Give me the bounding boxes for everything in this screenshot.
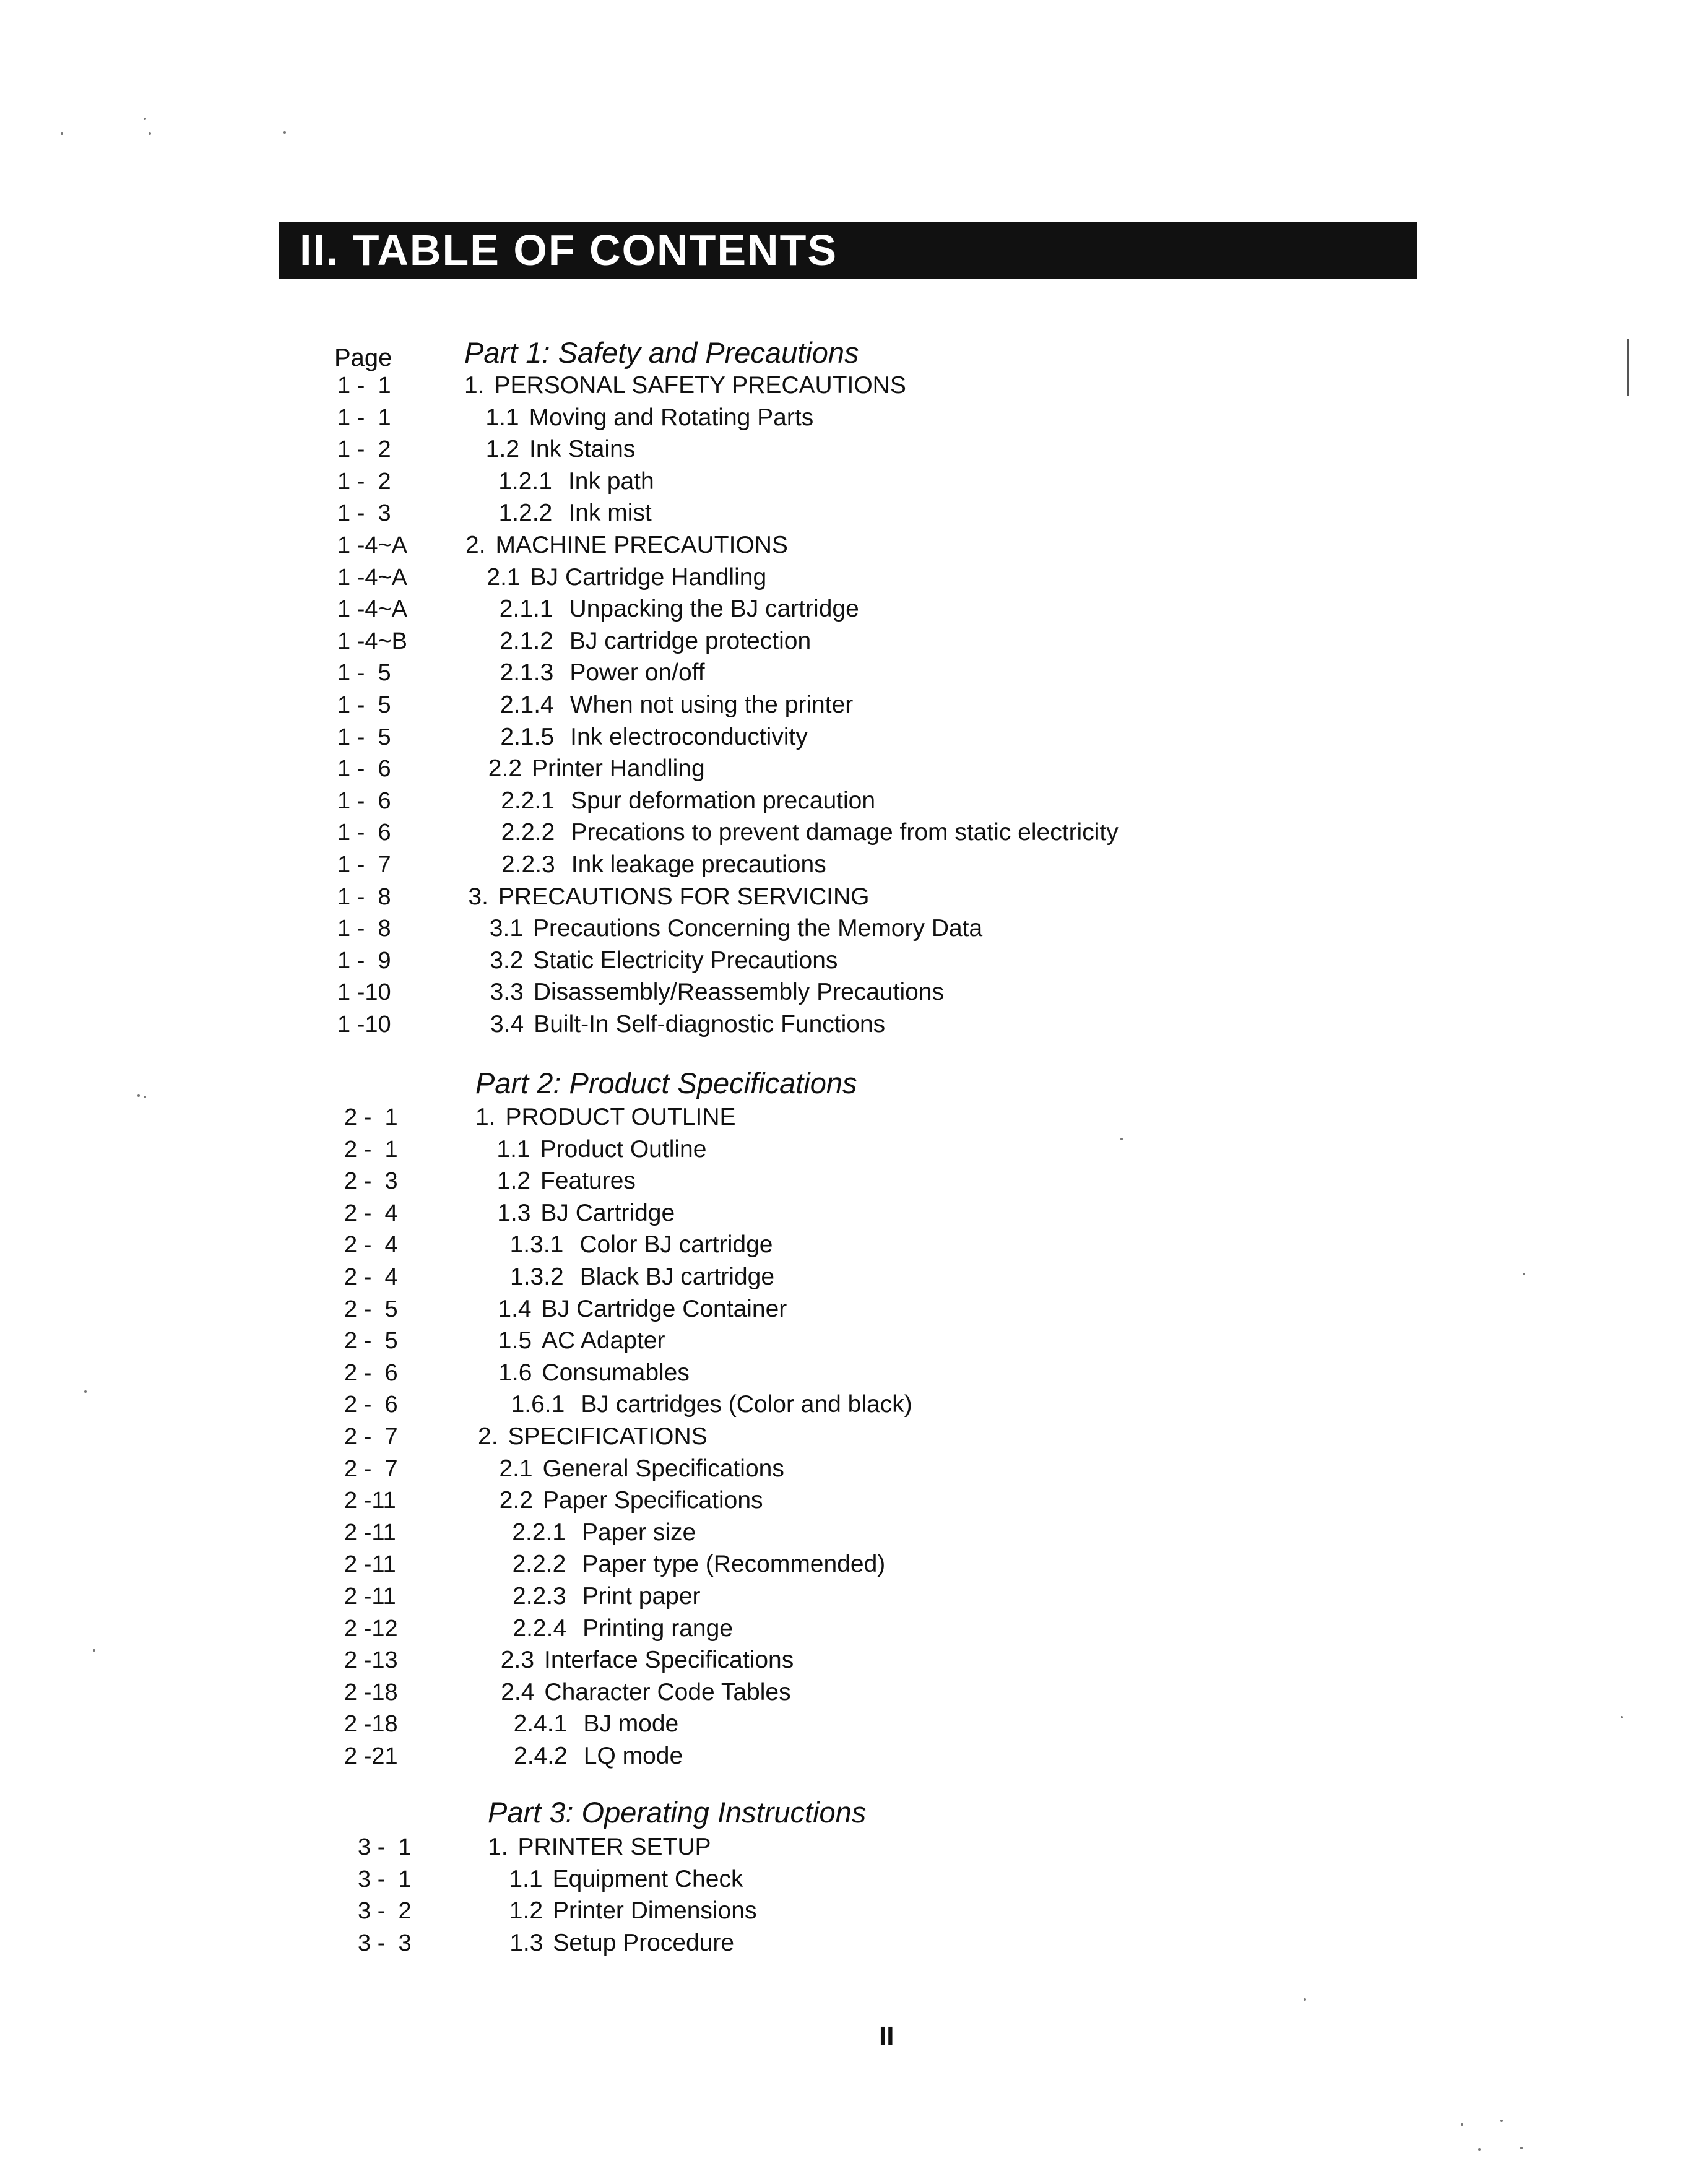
toc-section-number: 1.4 xyxy=(498,1295,532,1322)
toc-section-number: 1. xyxy=(475,1104,496,1130)
toc-entry xyxy=(0,1133,1688,1166)
toc-entry-title xyxy=(514,1708,679,1740)
toc-page-number: 2 - 4 xyxy=(344,1232,398,1259)
toc-entry-title xyxy=(497,1165,636,1197)
toc-entry xyxy=(0,625,1688,657)
toc-page-number: 2 -18 xyxy=(344,1711,398,1738)
toc-section-text: Color BJ cartridge xyxy=(579,1231,773,1259)
toc-section-number: 2.2.4 xyxy=(513,1614,567,1642)
toc-entry xyxy=(0,1165,1688,1197)
scan-speck xyxy=(61,132,63,135)
section-title: II. TABLE OF CONTENTS xyxy=(300,226,838,274)
toc-section-number: 1.2.1 xyxy=(498,467,552,495)
toc-section-text: Paper size xyxy=(581,1519,696,1546)
toc-section-number: 1.1 xyxy=(509,1865,543,1892)
toc-entry-title xyxy=(497,1197,675,1229)
toc-section-number: 2. xyxy=(478,1423,498,1450)
toc-page-number: 1 - 6 xyxy=(337,787,391,814)
toc-section-text: Consumables xyxy=(542,1359,690,1386)
toc-entry-title xyxy=(490,912,982,945)
toc-entry-title xyxy=(498,1293,787,1325)
toc-entry xyxy=(0,753,1688,785)
toc-section-text: Equipment Check xyxy=(552,1865,743,1892)
toc-section-text: When not using the printer xyxy=(569,691,854,718)
toc-entry-title xyxy=(510,1261,774,1293)
toc-entry xyxy=(0,1676,1688,1709)
toc-entry-title xyxy=(512,1517,696,1549)
toc-entry xyxy=(0,1293,1688,1325)
toc-section-number: 1. xyxy=(464,372,485,399)
scan-speck xyxy=(283,131,286,134)
toc-entry-title xyxy=(500,657,705,689)
part-title: Part 2: Product Specifications xyxy=(475,1067,857,1099)
toc-section-number: 1.3 xyxy=(497,1199,531,1226)
toc-page-number: 2 -13 xyxy=(344,1647,398,1674)
toc-page-number: 2 -18 xyxy=(344,1679,398,1705)
toc-entry-title xyxy=(513,1548,886,1580)
toc-section-text: Printing range xyxy=(582,1614,733,1642)
toc-entry-title xyxy=(514,1740,683,1772)
toc-page-number: 3 - 2 xyxy=(358,1898,412,1925)
toc-entry xyxy=(0,1453,1688,1485)
toc-page-number: 2 - 6 xyxy=(344,1392,398,1418)
toc-entry xyxy=(0,1831,1688,1863)
toc-entry xyxy=(0,721,1688,753)
toc-entry-title xyxy=(501,817,1119,849)
toc-page-number: 2 - 7 xyxy=(344,1424,398,1450)
toc-entry-title xyxy=(500,721,807,753)
toc-entry xyxy=(0,1421,1688,1453)
toc-entry-title xyxy=(500,625,811,657)
toc-page-number: 2 -21 xyxy=(344,1743,398,1769)
toc-page-number: 1 -4~A xyxy=(337,564,408,591)
toc-section-text: LQ mode xyxy=(583,1743,683,1769)
toc-entry-title xyxy=(490,976,944,1008)
toc-section-text: Ink electroconductivity xyxy=(570,723,808,750)
toc-entry-title xyxy=(468,881,869,913)
scan-speck xyxy=(1621,1716,1623,1718)
toc-section-number: 1.2 xyxy=(509,1897,543,1925)
toc-section-number: 1.5 xyxy=(498,1327,532,1354)
toc-entry xyxy=(0,433,1688,466)
toc-page-number: 1 - 1 xyxy=(337,373,391,399)
toc-entry-title xyxy=(487,561,766,594)
toc-section-text: SPECIFICATIONS xyxy=(508,1423,708,1450)
toc-page-number: 1 - 1 xyxy=(337,404,391,431)
toc-entry-title xyxy=(513,1613,733,1645)
toc-page-number: 2 - 1 xyxy=(344,1104,398,1130)
toc-page-number: 1 - 6 xyxy=(337,756,391,782)
toc-section-text: Unpacking the BJ cartridge xyxy=(569,596,859,623)
toc-section-number: 3.3 xyxy=(490,979,524,1006)
toc-section-text: PRODUCT OUTLINE xyxy=(505,1104,736,1130)
scan-speck xyxy=(149,132,151,135)
toc-section-number: 2.1 xyxy=(499,1455,533,1482)
toc-entry-title xyxy=(465,529,788,561)
toc-entry-title xyxy=(510,1229,773,1261)
toc-section-text: BJ Cartridge Container xyxy=(541,1295,787,1322)
toc-section-text: BJ cartridge protection xyxy=(569,627,812,654)
toc-entry xyxy=(0,785,1688,817)
toc-section-text: Paper type (Recommended) xyxy=(582,1551,886,1578)
toc-entry xyxy=(0,1101,1688,1133)
toc-entry xyxy=(0,593,1688,625)
toc-page-number: 1 - 3 xyxy=(337,500,391,527)
toc-section-text: Static Electricity Precautions xyxy=(533,947,838,974)
toc-entry-title xyxy=(498,466,654,498)
toc-page-number: 2 - 1 xyxy=(344,1136,398,1163)
toc-page-number: 2 - 6 xyxy=(344,1359,398,1386)
toc-page-number: 3 - 1 xyxy=(358,1834,412,1860)
toc-page-number: 2 - 4 xyxy=(344,1264,398,1290)
toc-entry xyxy=(0,402,1688,434)
toc-entry-title xyxy=(513,1580,701,1613)
scan-speck xyxy=(93,1649,95,1652)
page-number: II xyxy=(879,2021,894,2052)
toc-section-number: 2. xyxy=(465,532,486,558)
toc-entry-title xyxy=(501,849,826,881)
toc-page-number: 1 - 5 xyxy=(337,692,391,718)
toc-entry-title xyxy=(490,945,838,977)
toc-section-number: 1.3.2 xyxy=(510,1263,564,1290)
toc-entry-title xyxy=(498,1357,690,1389)
toc-page-number: 1 - 5 xyxy=(337,724,391,750)
toc-page-number: 1 -4~A xyxy=(337,532,408,558)
toc-entry-title xyxy=(501,785,875,817)
toc-entry-title xyxy=(486,433,635,466)
part-heading xyxy=(0,1065,1688,1103)
toc-entry xyxy=(0,817,1688,849)
toc-section-number: 3.1 xyxy=(489,915,524,942)
toc-entry xyxy=(0,529,1688,561)
toc-section-number: 1.6 xyxy=(498,1359,532,1386)
toc-section-number: 2.2.3 xyxy=(513,1583,566,1610)
toc-section-number: 2.2 xyxy=(488,755,522,782)
toc-entry xyxy=(0,1325,1688,1357)
toc-section-text: BJ cartridges (Color and black) xyxy=(581,1391,912,1418)
toc-section-text: Product Outline xyxy=(540,1135,707,1163)
page-column-label: Page xyxy=(334,344,392,371)
scan-speck xyxy=(1120,1138,1123,1140)
scan-speck xyxy=(144,118,146,120)
toc-entry xyxy=(0,1895,1688,1927)
toc-page-number: 1 -4~B xyxy=(337,628,408,654)
toc-section-text: Precations to prevent damage from static electricity xyxy=(571,819,1119,846)
scan-speck xyxy=(1520,2147,1523,2149)
toc-page-number: 1 - 9 xyxy=(337,947,391,974)
toc-section-number: 2.2.2 xyxy=(512,1551,566,1578)
toc-section-number: 3.4 xyxy=(490,1011,524,1038)
toc-entry-title xyxy=(496,1133,706,1166)
toc-page-number: 2 -11 xyxy=(344,1519,396,1546)
toc-section-number: 2.1.5 xyxy=(500,723,555,750)
toc-entry-title xyxy=(478,1421,708,1453)
toc-section-number: 1.6.1 xyxy=(511,1391,565,1418)
toc-section-number: 1.1 xyxy=(485,404,519,431)
toc-section-text: Spur deformation precaution xyxy=(570,787,876,814)
scan-speck xyxy=(1523,1273,1525,1275)
toc-section-text: Black BJ cartridge xyxy=(579,1263,775,1290)
toc-entry xyxy=(0,689,1688,721)
toc-page-number: 2 - 3 xyxy=(344,1168,398,1195)
toc-entry xyxy=(0,945,1688,977)
scan-speck xyxy=(137,1094,140,1097)
toc-section-text: PERSONAL SAFETY PRECAUTIONS xyxy=(494,372,906,399)
toc-entry-title xyxy=(509,1895,757,1927)
toc-entry-title xyxy=(488,1831,711,1863)
scan-speck xyxy=(1500,2120,1503,2122)
toc-page-number: 2 -11 xyxy=(344,1584,396,1610)
toc-entry-title xyxy=(509,1927,734,1959)
toc-section-text: Ink mist xyxy=(568,500,652,527)
toc-section-text: AC Adapter xyxy=(542,1327,665,1354)
toc-section-number: 2.4.1 xyxy=(513,1710,568,1738)
toc-page-number: 2 - 5 xyxy=(344,1296,398,1322)
toc-page-number: 1 - 2 xyxy=(337,436,391,463)
toc-page-number: 2 -12 xyxy=(344,1615,398,1642)
toc-page-number: 1 -10 xyxy=(337,1012,391,1038)
toc-page-number: 1 - 2 xyxy=(337,468,391,495)
part-heading xyxy=(0,1794,1688,1832)
toc-entry-title xyxy=(498,1325,665,1357)
toc-page-number: 1 -4~A xyxy=(337,596,408,623)
toc-page-number: 1 - 7 xyxy=(337,852,391,878)
toc-section-text: Ink path xyxy=(568,467,654,495)
toc-section-number: 1.3.1 xyxy=(509,1231,564,1259)
toc-entry-title xyxy=(500,689,853,721)
toc-entry xyxy=(0,1580,1688,1613)
toc-section-text: Printer Handling xyxy=(532,755,705,782)
toc-entry-title xyxy=(475,1101,736,1133)
toc-section-text: Features xyxy=(540,1168,636,1195)
toc-entry-title xyxy=(500,1484,763,1517)
toc-section-number: 2.1.1 xyxy=(499,596,553,623)
toc-entry xyxy=(0,1927,1688,1959)
toc-section-number: 1.2.2 xyxy=(498,500,553,527)
toc-entry-title xyxy=(464,370,906,402)
toc-page-number: 3 - 1 xyxy=(358,1866,412,1892)
toc-entry-title xyxy=(500,593,859,625)
toc-section-text: Printer Dimensions xyxy=(553,1897,757,1925)
toc-section-text: PRINTER SETUP xyxy=(517,1834,711,1860)
toc-page-number: 2 - 4 xyxy=(344,1200,398,1226)
toc-entry xyxy=(0,1740,1688,1772)
toc-page-number: 2 - 7 xyxy=(344,1455,398,1482)
part-title: Part 1: Safety and Precautions xyxy=(464,336,859,369)
toc-page-number: 2 - 5 xyxy=(344,1328,398,1354)
toc-entry-title xyxy=(509,1863,743,1896)
toc-section-number: 1.2 xyxy=(485,436,520,463)
toc-entry-title xyxy=(490,1008,885,1041)
toc-section-text: Moving and Rotating Parts xyxy=(529,404,814,431)
toc-entry-title xyxy=(501,1676,790,1709)
toc-section-number: 2.4.2 xyxy=(514,1743,568,1769)
toc-section-number: 1.3 xyxy=(509,1929,543,1956)
toc-entry-title xyxy=(488,753,705,785)
toc-entry xyxy=(0,370,1688,402)
toc-section-number: 2.2 xyxy=(499,1487,534,1514)
toc-page-number: 2 -11 xyxy=(344,1488,396,1514)
toc-entry xyxy=(0,849,1688,881)
toc-section-number: 2.2.1 xyxy=(512,1519,566,1546)
toc-section-number: 2.2.3 xyxy=(501,851,555,878)
toc-entry xyxy=(0,1357,1688,1389)
toc-entry xyxy=(0,1708,1688,1740)
scan-speck xyxy=(1304,1998,1306,2001)
toc-section-number: 2.2.1 xyxy=(501,787,555,814)
toc-entry xyxy=(0,1517,1688,1549)
toc-section-text: Power on/off xyxy=(569,659,705,687)
toc-entry xyxy=(0,497,1688,529)
toc-page-number: 1 - 8 xyxy=(337,916,391,942)
toc-section-text: General Specifications xyxy=(542,1455,784,1482)
part-title: Part 3: Operating Instructions xyxy=(488,1796,867,1829)
toc-page-number: 1 - 5 xyxy=(337,660,391,687)
scan-speck xyxy=(144,1096,146,1098)
toc-entry xyxy=(0,1389,1688,1421)
toc-entry xyxy=(0,561,1688,594)
toc-page-number: 1 - 8 xyxy=(337,883,391,910)
toc-section-text: BJ Cartridge Handling xyxy=(530,563,767,591)
toc-entry xyxy=(0,657,1688,689)
toc-page-number: 2 -11 xyxy=(344,1551,396,1578)
toc-section-text: MACHINE PRECAUTIONS xyxy=(495,532,788,558)
toc-entry xyxy=(0,1484,1688,1517)
toc-section-number: 2.1.3 xyxy=(500,659,554,687)
toc-section-text: Ink leakage precautions xyxy=(571,851,826,878)
toc-entry xyxy=(0,912,1688,945)
toc-section-number: 2.1 xyxy=(487,563,521,591)
toc-entry xyxy=(0,1008,1688,1041)
toc-entry xyxy=(0,1261,1688,1293)
scan-speck xyxy=(1461,2123,1463,2126)
toc-section-text: Character Code Tables xyxy=(544,1678,791,1705)
toc-section-number: 2.1.4 xyxy=(500,691,554,718)
part-heading xyxy=(0,334,1688,373)
toc-entry xyxy=(0,1644,1688,1676)
toc-entry-title xyxy=(499,497,652,529)
toc-entry xyxy=(0,1229,1688,1261)
toc-page-number: 1 -10 xyxy=(337,979,391,1006)
toc-section-text: BJ mode xyxy=(583,1710,679,1738)
toc-section-number: 2.4 xyxy=(501,1678,535,1705)
toc-section-number: 2.1.2 xyxy=(500,627,553,654)
toc-section-number: 3. xyxy=(468,883,488,910)
toc-section-text: Precautions Concerning the Memory Data xyxy=(533,915,983,942)
toc-entry-title xyxy=(499,1453,784,1485)
toc-section-number: 1.1 xyxy=(496,1135,530,1163)
toc-page-number: 3 - 3 xyxy=(358,1930,412,1956)
toc-section-number: 3.2 xyxy=(490,947,524,974)
toc-entry xyxy=(0,1548,1688,1580)
toc-section-text: Ink Stains xyxy=(529,436,636,463)
toc-page-number: 1 - 6 xyxy=(337,820,391,846)
toc-section-text: Setup Procedure xyxy=(553,1929,735,1956)
toc-entry xyxy=(0,1863,1688,1896)
toc-entry-title xyxy=(485,402,813,434)
toc-entry xyxy=(0,976,1688,1008)
toc-section-text: Interface Specifications xyxy=(544,1647,794,1674)
toc-section-text: BJ Cartridge xyxy=(540,1199,675,1226)
scan-speck xyxy=(84,1390,87,1393)
toc-section-text: PRECAUTIONS FOR SERVICING xyxy=(498,883,870,910)
toc-section-text: Print paper xyxy=(582,1583,701,1610)
toc-entry-title xyxy=(501,1644,794,1676)
toc-entry xyxy=(0,881,1688,913)
toc-entry-title xyxy=(511,1389,912,1421)
scan-speck xyxy=(1478,2148,1481,2151)
toc-section-text: Built-In Self-diagnostic Functions xyxy=(534,1011,886,1038)
toc-section-number: 2.3 xyxy=(500,1647,535,1674)
toc-section-number: 2.2.2 xyxy=(501,819,555,846)
toc-section-number: 1. xyxy=(488,1834,508,1860)
toc-entry xyxy=(0,466,1688,498)
toc-entry xyxy=(0,1197,1688,1229)
toc-section-text: Disassembly/Reassembly Precautions xyxy=(533,979,945,1006)
toc-section-number: 1.2 xyxy=(496,1168,531,1195)
toc-entry xyxy=(0,1613,1688,1645)
toc-section-text: Paper Specifications xyxy=(543,1487,763,1514)
